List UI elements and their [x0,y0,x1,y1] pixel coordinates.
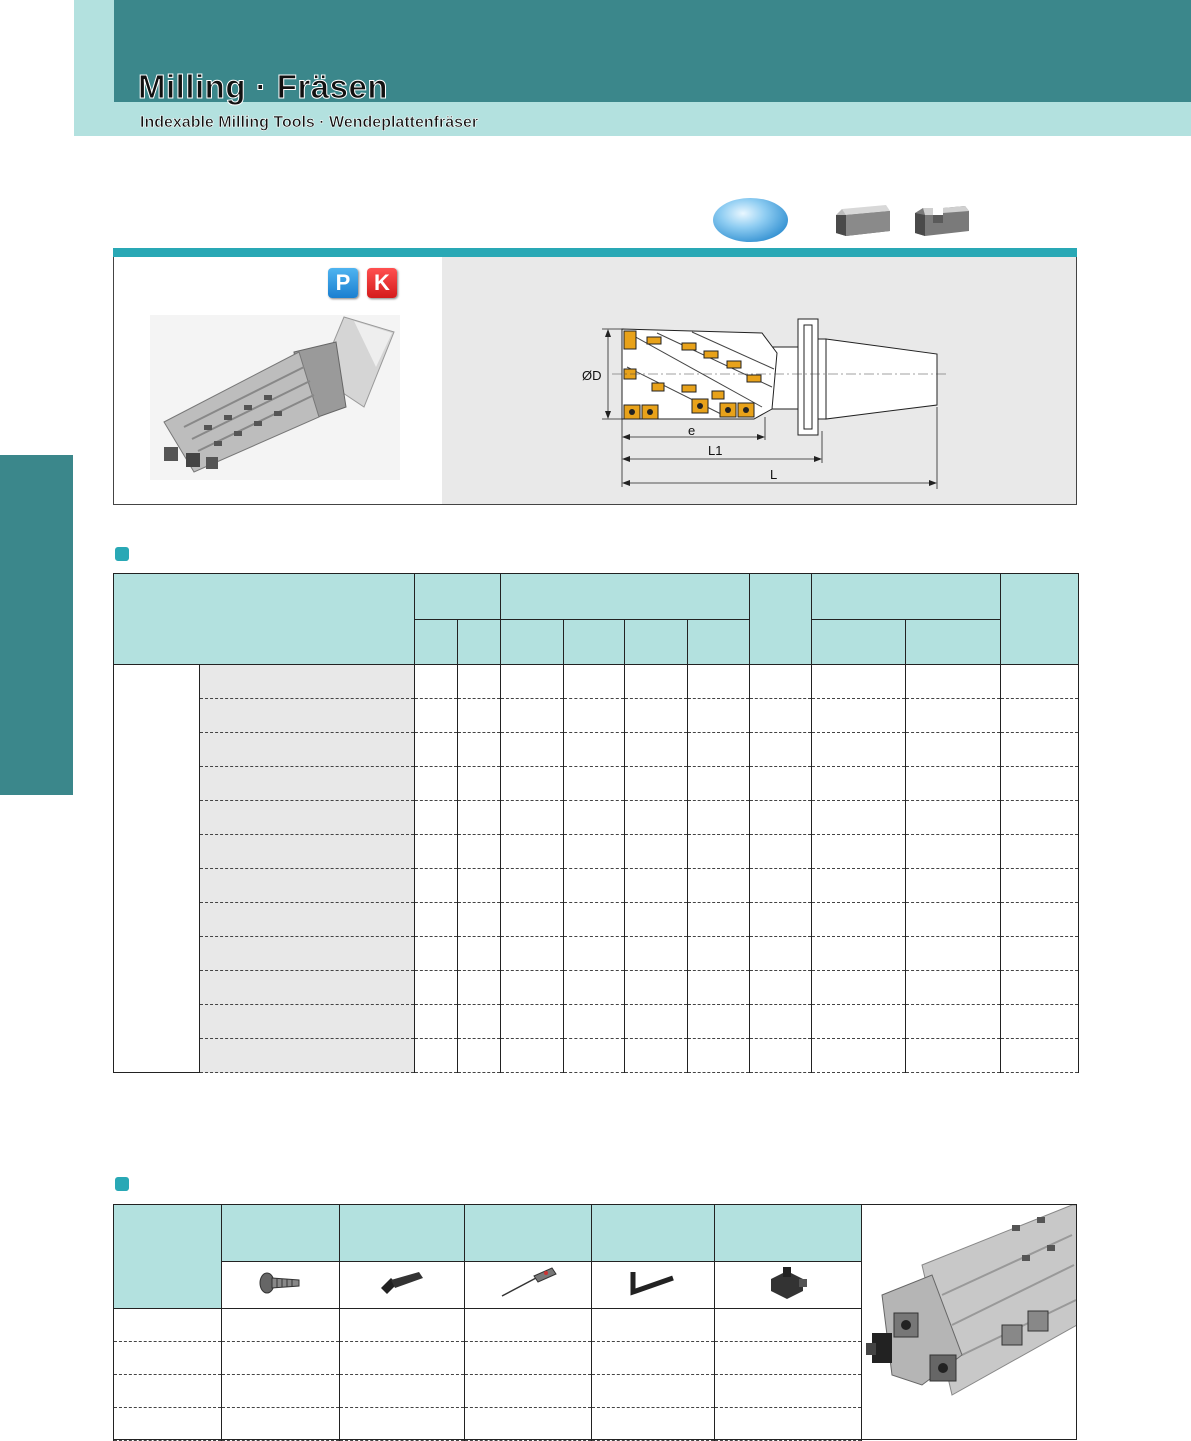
table-row [114,665,1079,699]
header-sub [688,620,750,665]
torx-screw-icon [221,1262,339,1309]
header-group-a [414,574,500,620]
header-single [750,574,812,665]
slot-block-icon [913,203,970,237]
material-k-badge: K [367,268,397,298]
table-row [114,869,1079,903]
header-sub [457,620,500,665]
table-row [114,1005,1079,1039]
hex-key-icon [592,1262,715,1309]
parts-header [715,1205,862,1262]
section-marker-parts [115,1177,129,1191]
header-sub [625,620,688,665]
parts-photo [862,1204,1077,1440]
header-group-b [500,574,750,620]
section-marker-specs [115,547,129,561]
coating-oval-icon [713,198,788,242]
header-sub [812,620,906,665]
parts-header [592,1205,715,1262]
dim-l1-label: L1 [708,443,723,458]
table-row [114,699,1079,733]
chapter-side-tab [0,455,73,795]
parts-row [114,1309,862,1342]
torx-driver-icon [465,1262,592,1309]
parts-header [465,1205,592,1262]
specification-table [113,573,1079,1073]
parts-header-designation [114,1205,222,1309]
parts-row [114,1375,862,1408]
group-cell [114,665,200,1073]
product-box-topbar [113,248,1077,257]
table-row [114,937,1079,971]
table-row [114,801,1079,835]
page-title: Milling · Fräsen [138,68,389,105]
header-sub [563,620,625,665]
product-box-frame [113,248,1077,505]
table-row [114,1039,1079,1073]
solid-block-icon [834,203,891,237]
hex-screw-icon [339,1262,465,1309]
table-row [114,767,1079,801]
header-sub [906,620,1001,665]
header-last [1000,574,1078,665]
table-row [114,971,1079,1005]
table-row [114,733,1079,767]
header-group-c [812,574,1001,620]
dim-l-label: L [770,467,778,482]
spare-parts-table [113,1204,862,1441]
header-sub [414,620,457,665]
table-row [114,835,1079,869]
page-subtitle: Indexable Milling Tools · Wendeplattenfräser [140,114,479,131]
parts-header [221,1205,339,1262]
table-row [114,903,1079,937]
parts-header [339,1205,465,1262]
parts-row [114,1342,862,1375]
dim-d-label: ØD [582,368,602,383]
header-sub [500,620,563,665]
header-designation [114,574,415,665]
material-p-badge: P [328,268,358,298]
dim-e-label: e [688,423,696,438]
coolant-nozzle-icon [715,1262,862,1309]
parts-row [114,1408,862,1441]
